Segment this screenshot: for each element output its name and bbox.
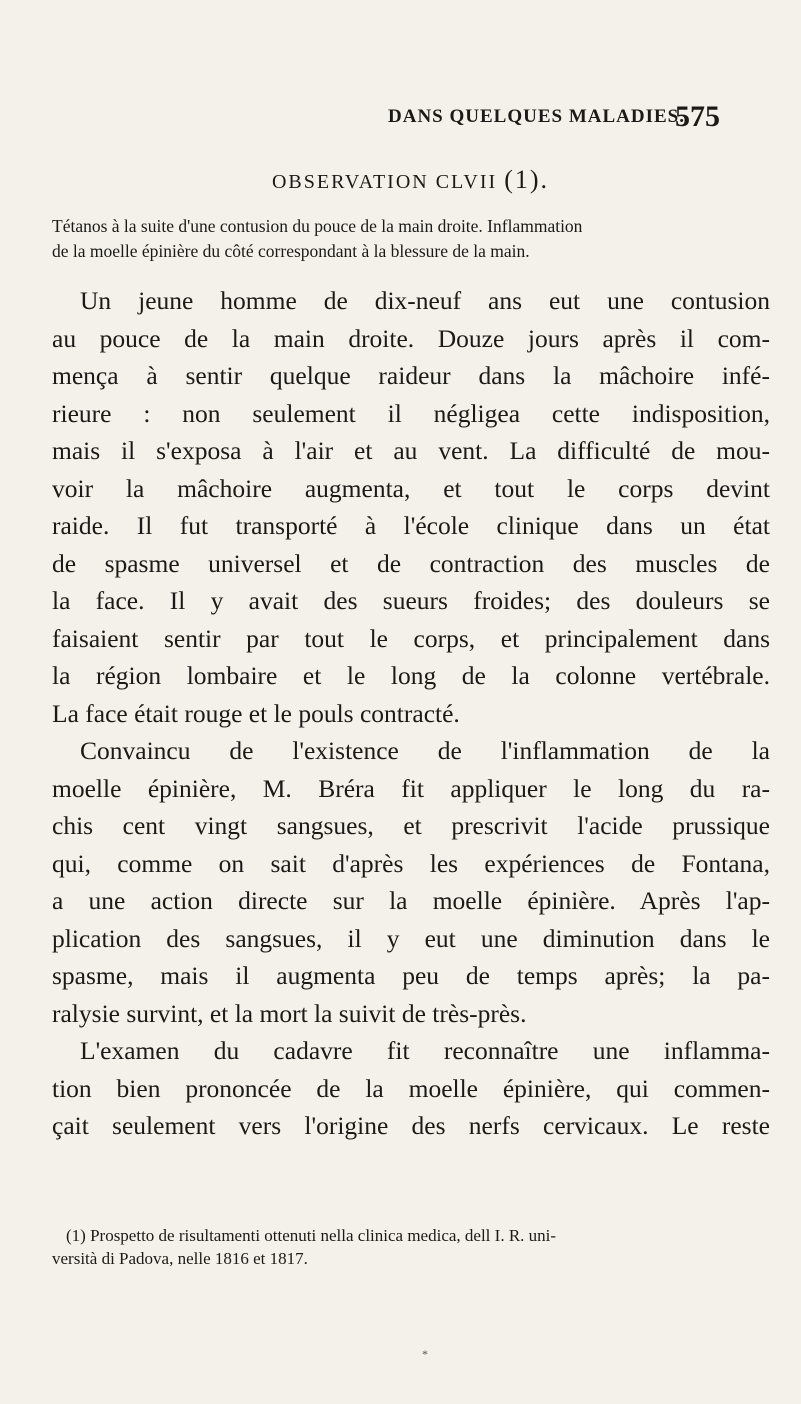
footnote (52, 1224, 770, 1270)
body-line: tion bien prononcée de la moelle épinière, qui commen- (52, 1073, 770, 1103)
body-line: La face était rouge et le pouls contracté. (52, 698, 460, 728)
body-line: a une action directe sur la moelle épinière. Après l'ap- (52, 886, 770, 915)
body-line: faisaient sentir par tout le corps, et principalement dans (52, 623, 770, 653)
body-line: voir la mâchoire augmenta, et tout le corps devint (52, 473, 770, 503)
observation-summary (52, 214, 770, 264)
body-line: mença à sentir quelque raideur dans la mâchoire infé- (52, 361, 770, 390)
body-line: de spasme universel et de contraction des muscles de (52, 548, 770, 578)
body-text (52, 282, 770, 1145)
body-line: rieure : non seulement il négligea cette indisposition, (52, 398, 770, 428)
body-line: raide. Il fut transporté à l'école clinique dans un état (52, 511, 770, 540)
body-line: mais il s'exposa à l'air et au vent. La difficulté de mou- (52, 436, 770, 465)
footnote-reference: (1). (504, 165, 550, 194)
body-line: qui, comme on sait d'après les expériences de Fontana, (52, 848, 770, 878)
body-line: Convaincu de l'existence de l'inflammation de la (80, 736, 770, 765)
body-line: çait seulement vers l'origine des nerfs cervicaux. Le reste (52, 1111, 770, 1140)
body-line: plication des sangsues, il y eut une diminution dans le (52, 923, 770, 953)
footnote-line: (1) Prospetto de risultamenti ottenuti nella clinica medica, dell I. R. uni- (66, 1226, 557, 1245)
body-line: au pouce de la main droite. Douze jours après il com- (52, 323, 770, 353)
body-line: spasme, mais il augmenta peu de temps après; la pa- (52, 961, 770, 990)
body-line: L'examen du cadavre fit reconnaître une inflamma- (80, 1036, 770, 1065)
observation-title-text: OBSERVATION CLVII (271, 171, 498, 193)
body-line: Un jeune homme de dix-neuf ans eut une contusion (80, 286, 770, 315)
body-line: ralysie survint, et la mort la suivit de très-près. (52, 998, 527, 1028)
footnote-line: versità di Padova, nelle 1816 et 1817. (52, 1249, 308, 1268)
printer-mark: * (422, 1347, 428, 1361)
page-number: 575 (675, 100, 720, 133)
body-line: la face. Il y avait des sueurs froides; des douleurs se (52, 586, 770, 615)
observation-title (0, 165, 801, 195)
body-line: la région lombaire et le long de la colonne vertébrale. (52, 661, 770, 690)
summary-line: de la moelle épinière du côté correspondant à la blessure de la main. (52, 241, 530, 261)
running-head: DANS QUELQUES MALADIES. (388, 106, 685, 127)
body-line: moelle épinière, M. Bréra fit appliquer le long du ra- (52, 773, 770, 803)
summary-line: Tétanos à la suite d'une contusion du pouce de la main droite. Inflammation (52, 216, 583, 236)
body-line: chis cent vingt sangsues, et prescrivit l'acide prussique (52, 811, 770, 840)
